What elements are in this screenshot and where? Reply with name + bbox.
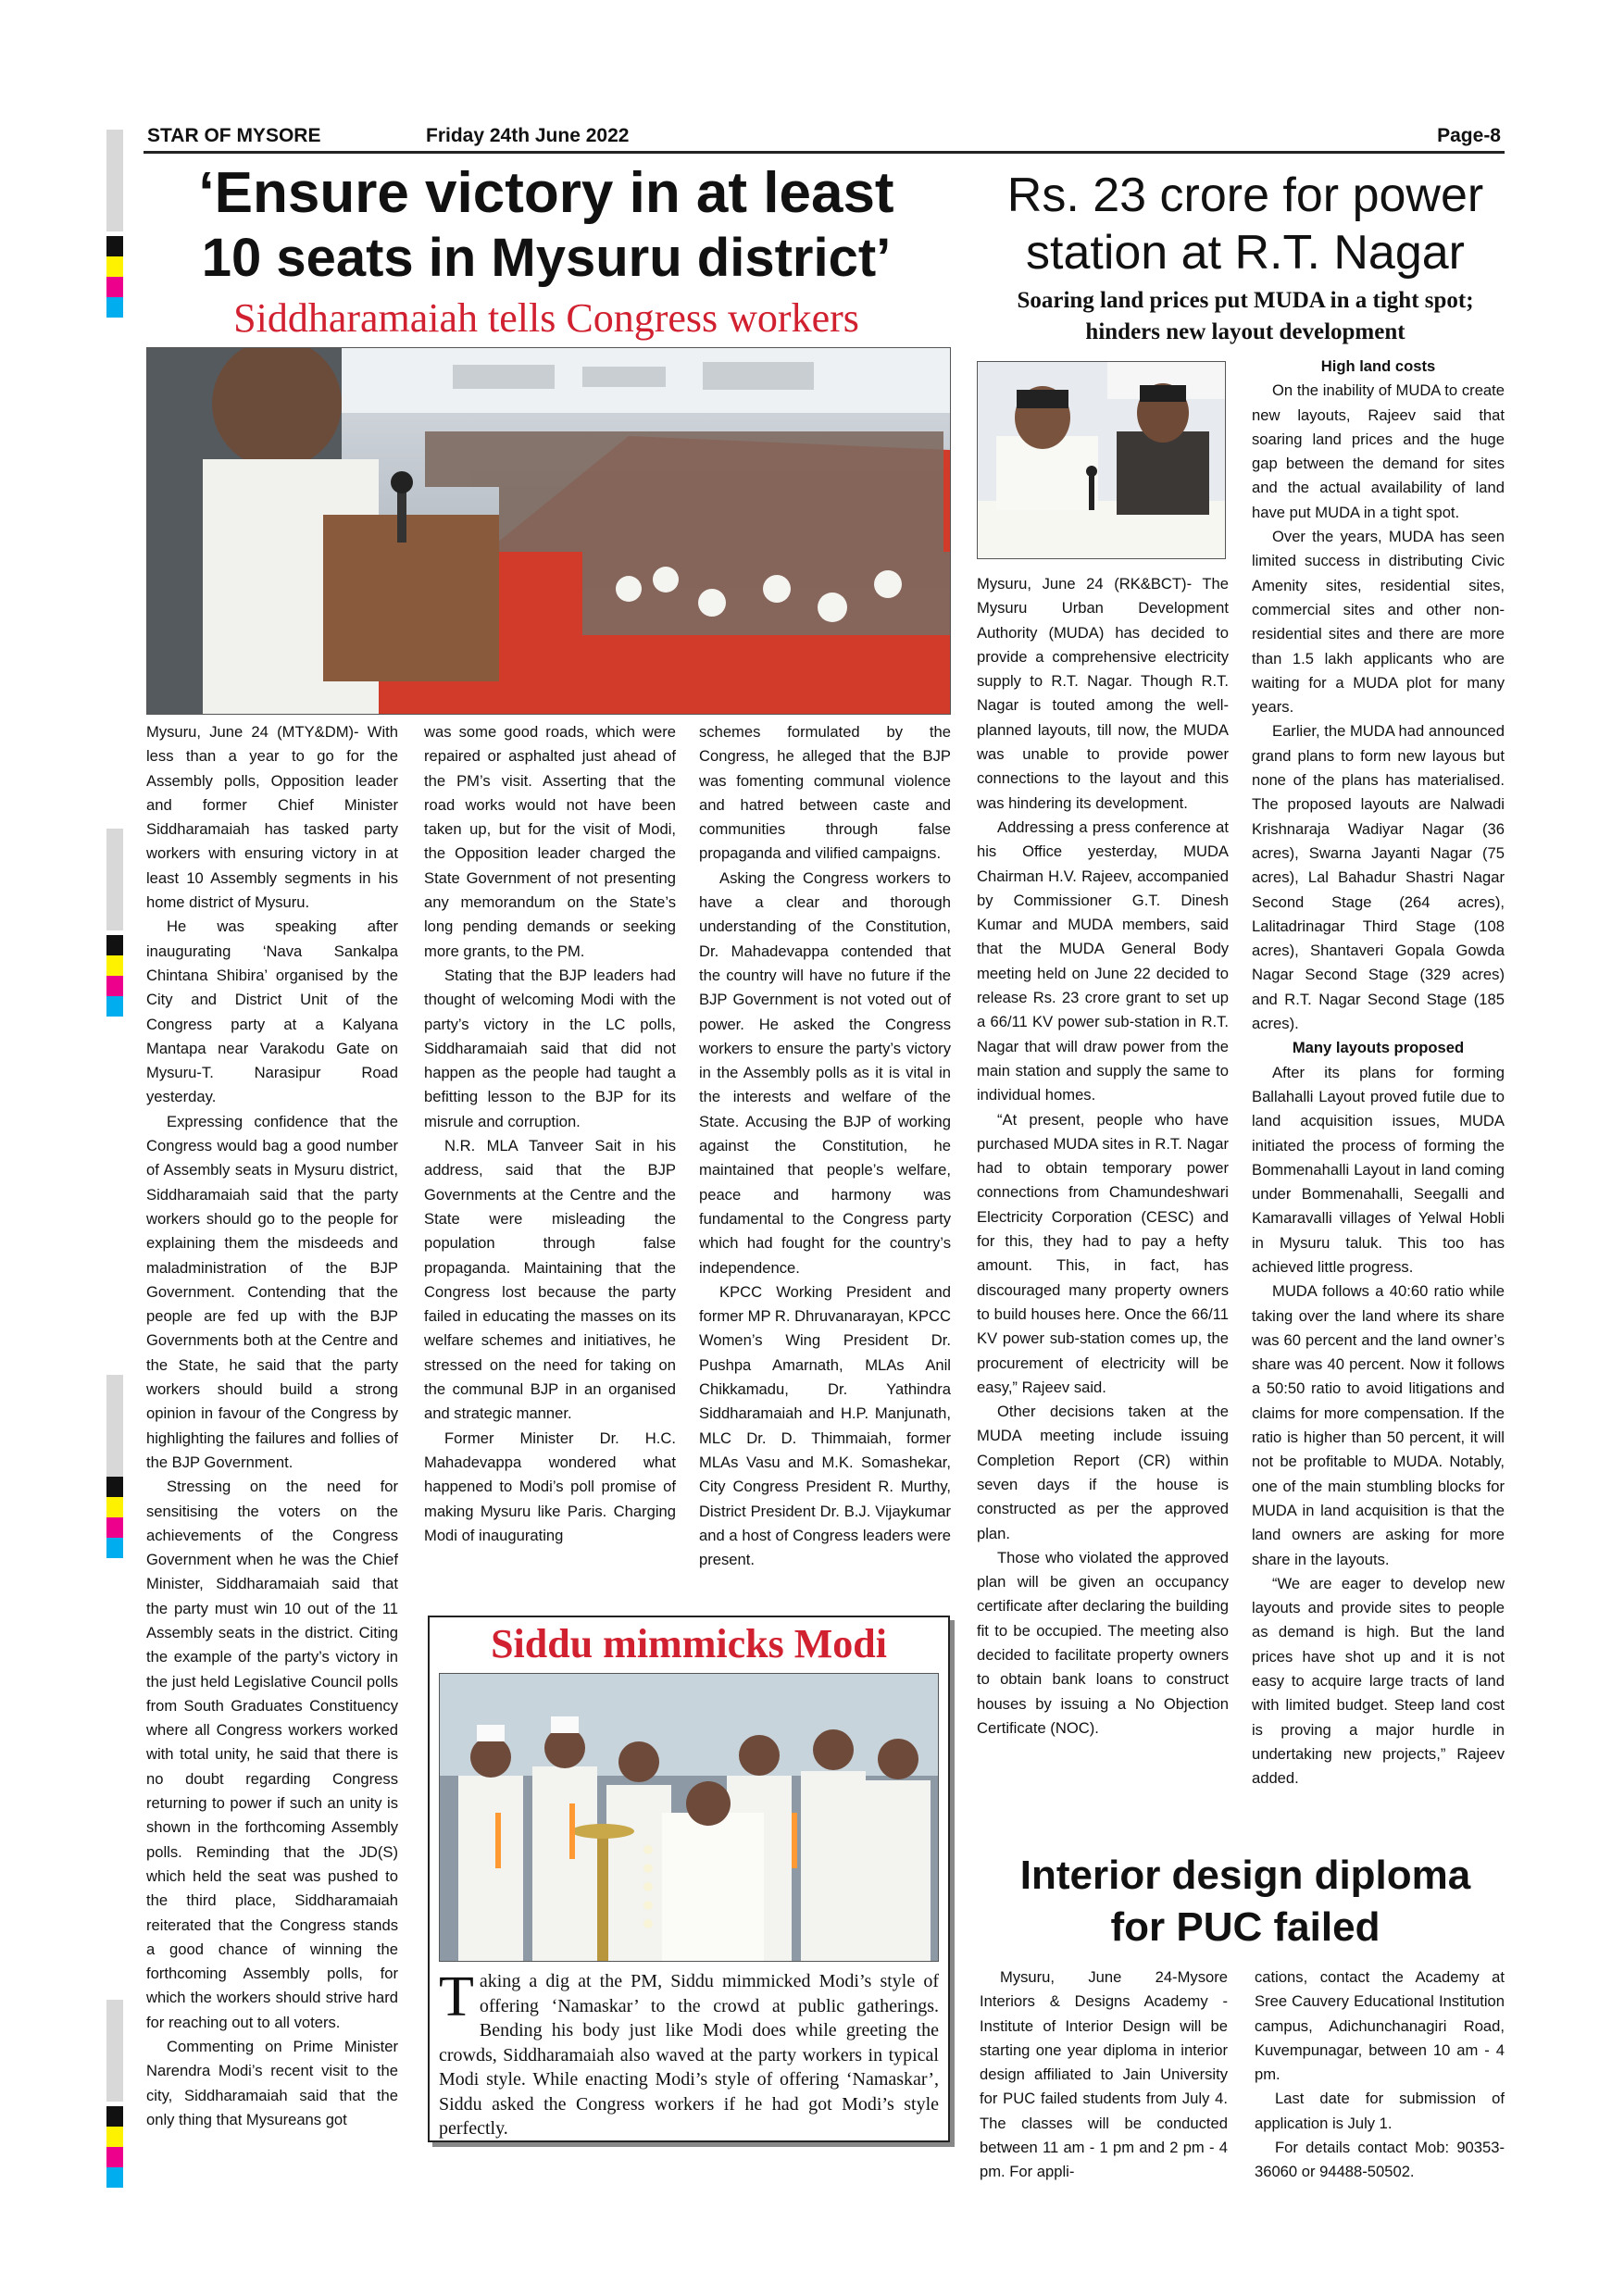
story1-headline-line2: 10 seats in Mysuru district’: [201, 228, 892, 288]
registration-marks: [106, 935, 123, 1017]
story2-paragraph: Those who violated the approved plan will be given an occupancy certificate after declaring the building fit to be occupied. The meeting also decided to facilitate property owners to obtain bank loans to construct houses by issuing a No Objection Certificate (NOC).: [977, 1548, 1229, 1737]
story1-paragraph: Commenting on Prime Minister Narendra Modi’s recent visit to the city, Siddharamaiah said that the only thing that Mysureans got: [146, 2038, 398, 2128]
story2-paragraph: After its plans for forming Ballahalli Layout proved futile due to land acquisition issues, MUDA initiated the process of forming the Bommenahalli Layout in land coming under Bommenahalli, Seegalli and Kamaravalli villages of Yelwal Hobli in Mysuru taluk. This too has achieved little progress.: [1252, 1063, 1505, 1276]
story2-column-1: [977, 572, 1229, 1741]
story2-paragraph: “At present, people who have purchased MUDA sites in R.T. Nagar had to obtain temporary power connections from Chamundeshwari Electricity Corporation (CESC) and for this, they had to pay a hefty amount. This, in fact, has discouraged many property owners to build houses here. Once the 66/11 KV power sub-station comes up, the procurement of electricity will be easy,” Rajeev said.: [977, 1110, 1229, 1396]
story1-paragraph: Mysuru, June 24 (MTY&DM)- With less than a year to go for the Assembly polls, Opposition leader and former Chief Minister Siddharamaiah has tasked party workers with ensuring victory in at least 10 Assembly segments in his home district of Mysuru.: [146, 723, 398, 912]
story2-paragraph: Addressing a press conference at his Office yesterday, MUDA Chairman H.V. Rajeev, accompanied by Commissioner G.T. Dinesh Kumar and MUDA members, said that the MUDA General Body meeting held on June 22 decided to release Rs. 23 crore grant to set up a 66/11 KV power sub-station in R.T. Nagar that will draw power from the main station and supply the same to individual homes.: [977, 817, 1229, 1104]
story2-subhead-high-land-costs: High land costs: [1320, 357, 1436, 375]
press-conference-photo: [977, 361, 1226, 559]
story2-paragraph: MUDA follows a 40:60 ratio while taking over the land where its share was 60 percent and the land owner’s share was 40 percent. Now it follows a 50:50 ratio to avoid litigations and claims for more compensation. If the ratio is higher than 50 percent, it will not be profitable to MUDA. Notably, one of the main stumbling blocks for MUDA in land acquisition is that the land owners are asking for more share in the layouts.: [1252, 1282, 1505, 1568]
story1-paragraph: KPCC Working President and former MP R. Dhruvanarayan, KPCC Women’s Wing President Dr. Pushpa Amarnath, MLAs Anil Chikkamadu, Dr. Yathindra Siddharamaiah and H.P. Manjunath, MLC Dr. D. Thimmaiah, former MLAs Vasu and M.K. Somashekar, City Congress President R. Murthy, District President Dr. B.J. Vijaykumar and a host of Congress leaders were present.: [699, 1282, 951, 1569]
story1-paragraph: Stating that the BJP leaders had thought of welcoming Modi with the party’s victory in the LC polls, Siddharamaiah said that did not happen as the people had taught a befitting lesson to the BJP for its misrule and corruption.: [424, 966, 676, 1130]
congress-meeting-photo-drawing: [147, 348, 950, 714]
story1-paragraph: Expressing confidence that the Congress would bag a good number of Assembly seats in Mysuru district, Siddharamaiah said that the party workers should go to the people for explaining them the misdeeds and maladministration of the BJP Government. Contending that the people are fed up with the BJP Governments both at the Centre and the State, he said that the party workers should build a strong opinion in favour of the Congress by highlighting the failures and follies of the BJP Government.: [146, 1112, 398, 1471]
registration-marks: [106, 236, 123, 318]
margin-gray-bar: [106, 1375, 123, 1477]
story1-headline-line1: ‘Ensure victory in at least: [198, 161, 894, 225]
press-conference-photo-drawing: [978, 362, 1225, 558]
siddu-box-text: [439, 1965, 939, 2141]
story2-column-2: [1252, 355, 1505, 1791]
story3-paragraph: Mysuru, June 24-Mysore Interiors & Designs Academy - Institute of Interior Design will be starting one year diploma in interior design affiliated to Jain University for PUC failed students from July 4. The classes will be conducted between 11 am - 1 pm and 2 pm - 4 pm. For appli-: [980, 1968, 1228, 2181]
story2-kicker-line2: hinders new layout development: [1085, 319, 1405, 344]
story1-paragraph: was some good roads, which were repaired or asphalted just ahead of the PM’s visit. Asserting that the road works would not have been taken up, but for the visit of Modi, the Opposition leader charged the State Government of not presenting any memorandum on the State’s long pending demands or seeking more grants, to the PM.: [424, 723, 676, 960]
story3-paragraph: Last date for submission of application is July 1.: [1255, 2090, 1505, 2132]
story1-column-2: [424, 720, 676, 1548]
story1-column-1: [146, 720, 398, 2132]
story2-kicker-line1: Soaring land prices put MUDA in a tight spot;: [1017, 288, 1474, 313]
story2-paragraph: “We are eager to develop new layouts and provide sites to people as demand is high. But the land prices have shot up and it is not easy to acquire large tracts of land with limited budget. Steep land cost is proving a major hurdle in undertaking new projects,” Rajeev added.: [1252, 1574, 1505, 1788]
story2-headline-line2: station at R.T. Nagar: [1026, 226, 1465, 280]
story2-subhead-many-layouts: Many layouts proposed: [1292, 1039, 1465, 1057]
story1-paragraph: He was speaking after inaugurating ‘Nava Sankalpa Chintana Shibira’ organised by the City and District Unit of the Congress party at a Kalyana Mantapa near Varakodu Gate on Mysuru-T. Narasipur Road yesterday.: [146, 917, 398, 1106]
page-number: Page-8: [1437, 125, 1501, 146]
namaskar-photo-drawing: [440, 1674, 938, 1961]
story3-column-1: [980, 1965, 1228, 2185]
story1-paragraph: N.R. MLA Tanveer Sait in his address, said that the BJP Governments at the Centre and the State were misleading the population through false propaganda. Maintaining that the Congress lost because the party failed in educating the masses on its welfare schemes and initiatives, he stressed on the need for taking on the communal BJP in an organised and strategic manner.: [424, 1137, 676, 1423]
congress-meeting-photo: [146, 347, 951, 715]
registration-marks: [106, 2106, 123, 2188]
siddu-box-body: aking a dig at the PM, Siddu mimmicked Modi’s style of offering ‘Namaskar’ to the crowd at public gatherings. Bending his body just like Modi does while greeting the crowds, Siddharamaiah also waved at the party workers in typical Modi style. While enacting Modi’s style of offering ‘Namaskar’, Siddu asked the Congress workers if he had got Modi’s style perfectly.: [439, 1971, 939, 2139]
paper-name: STAR OF MYSORE: [147, 125, 321, 146]
story3-headline-line1: Interior design diploma: [1019, 1853, 1471, 1898]
siddu-box-title: Siddu mimmicks Modi: [491, 1621, 887, 1666]
margin-gray-bar: [106, 829, 123, 930]
story1-paragraph: schemes formulated by the Congress, he alleged that the BJP was fomenting communal violence and hatred between caste and communities through false propaganda and vilified campaigns.: [699, 723, 951, 863]
story2-paragraph: Other decisions taken at the MUDA meeting include issuing Completion Report (CR) within seven days if the house is constructed as per the approved plan.: [977, 1403, 1229, 1542]
issue-date: Friday 24th June 2022: [426, 125, 630, 146]
story3-headline-line2: for PUC failed: [1110, 1904, 1380, 1950]
drop-cap: T: [439, 1965, 474, 2028]
story3-paragraph: cations, contact the Academy at Sree Cauvery Educational Institution campus, Adichunchanagiri Road, Kuvempunagar, between 10 am - 4 pm.: [1255, 1968, 1505, 2084]
namaskar-photo: [439, 1673, 939, 1962]
story1-paragraph: Stressing on the need for sensitising the voters on the achievements of the Congress Government when he was the Chief Minister, Siddharamaiah said that the party must win 10 out of the 11 Assembly seats in the district. Citing the example of the party’s victory in the just held Legislative Council polls from South Graduates Constituency where all Congress workers worked with total unity, he said that there is no doubt regarding Congress returning to power if such an unity is shown in the forthcoming Assembly polls. Reminding that the JD(S) which held the seat was pushed to the third place, Siddharamaiah reiterated that the Congress stands a good chance of winning the forthcoming Assembly polls, for which the workers should strive hard for reaching out to all voters.: [146, 1478, 398, 2031]
siddu-mimics-modi-box: [428, 1616, 950, 2142]
story2-paragraph: On the inability of MUDA to create new layouts, Rajeev said that soaring land prices and the huge gap between the demand for sites and the actual availability of land have put MUDA in a tight spot.: [1252, 381, 1505, 521]
registration-marks: [106, 1477, 123, 1558]
story1-column-3: [699, 720, 951, 1572]
margin-gray-bar: [106, 130, 123, 231]
story2-headline-line1: Rs. 23 crore for power: [1006, 168, 1484, 222]
masthead: [144, 123, 1505, 154]
story2-paragraph: Earlier, the MUDA had announced grand plans to form new layous but none of the plans has materialised. The proposed layouts are Nalwadi Krishnaraja Wadiyar Nagar (36 acres), Swarna Jayanti Nagar (75 acres), Lal Bahadur Shastri Nagar Second Stage (264 acres), Lalitadrinagar Third Stage (108 acres), Shantaveri Gopala Gowda Nagar Second Stage (329 acres) and R.T. Nagar Second Stage (185 acres).: [1252, 722, 1505, 1033]
story2-paragraph: Mysuru, June 24 (RK&BCT)- The Mysuru Urban Development Authority (MUDA) has decided to provide a comprehensive electricity supply to R.T. Nagar. Though R.T. Nagar is touted among the well-planned layouts, till now, the MUDA was unable to provide power connections to the layout and this was hindering its development.: [977, 575, 1229, 812]
story2-paragraph: Over the years, MUDA has seen limited success in distributing Civic Amenity sites, residential sites, commercial sites and other non-residential sites and there are more than 1.5 lakh applicants who are waiting for a MUDA plot for many years.: [1252, 528, 1505, 717]
story1-kicker: Siddharamaiah tells Congress workers: [233, 295, 859, 341]
story3-column-2: [1255, 1965, 1505, 2185]
story1-paragraph: Former Minister Dr. H.C. Mahadevappa wondered what happened to Modi’s poll promise of making Mysuru like Paris. Charging Modi of inaugurating: [424, 1429, 676, 1544]
margin-gray-bar: [106, 2000, 123, 2102]
story1-paragraph: Asking the Congress workers to have a clear and thorough understanding of the Constitution, Dr. Mahadevappa contended that the country will have no future if the BJP Government is not voted out of power. He asked the Congress workers to ensure the party’s victory in the Assembly polls as it is vital in the interests and welfare of the State. Accusing the BJP of working against the Constitution, he maintained that people’s welfare, peace and harmony was fundamental to the Congress party which had fought for the country’s independence.: [699, 868, 951, 1277]
story3-paragraph: For details contact Mob: 90353-36060 or 94488-50502.: [1255, 2139, 1505, 2181]
